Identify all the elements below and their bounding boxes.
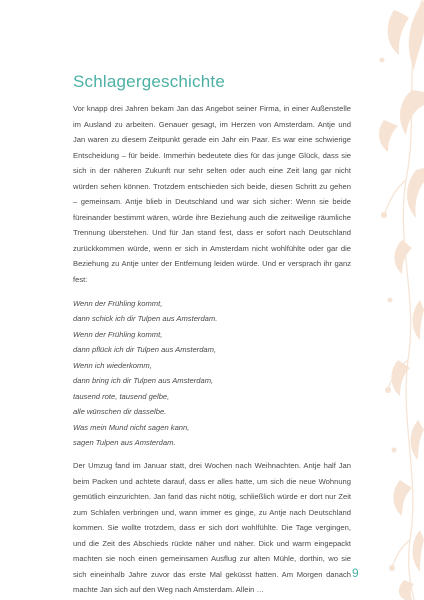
page-number: 9 [352,566,359,580]
paragraph-2: Der Umzug fand im Januar statt, drei Wochen nach Weihnachten. Antje half Jan beim Packen und achtete darauf, dass er alles hatte, um sich die neue Wohnung gemütlich einzurichten. Jan fand das nicht nötig, schließlich würde er dort nur Zeit zum Schlafen verbringen und, wann immer es ginge, zu Antje nach Deutschland kommen. Sie wollte trotzdem, dass er sich dort wohlfühlte. Die Tage vergingen, und die Zeit des Abschieds rückte näher und näher. Dick und warm eingepackt machten sie noch einen gemeinsamen Ausflug zur alten Mühle, dorthin, wo sie sich eineinhalb Jahre zuvor das erste Mal geküsst hatten. Am Morgen danach machte Jan sich auf den Weg nach Amsterdam. Allein … [73,461,351,595]
body-text [73,101,351,598]
lyrics-line: Was mein Mund nicht sagen kann, [73,422,190,432]
page-title: Schlagergeschichte [73,72,225,91]
lyrics-line: tausend rote, tausend gelbe, [73,391,170,401]
lyrics-line: dann bring ich dir Tulpen aus Amsterdam, [73,376,214,386]
paragraph-1: Vor knapp drei Jahren bekam Jan das Angebot seiner Firma, in einer Außenstelle im Ausland zu arbeiten. Genauer gesagt, im Herzen von Amsterdam. Antje und Jan waren zu diesem Zeitpunkt gerade ein Jahr ein Paar. Es war eine schwierige Entscheidung – für beide. Immerhin bedeutete dies für das junge Glück, dass sie sich in der näheren Zukunft nur sehr selten oder auch eine Zeit lang gar nicht würden sehen können. Trotzdem entschieden sich beide, diesen Schritt zu gehen – gemeinsam. Antje blieb in Deutschland und war sich sicher: Wenn sie beide füreinander bestimmt wären, würde ihre Beziehung auch die zeitweilige räumliche Trennung überstehen. Und für Jan stand fest, dass er sofort nach Deutschland zurückkommen würde, wenn er sich in Amsterdam nicht wohlfühlte oder gar die Beziehung zu Antje unter der Entfernung leiden würde. Und er versprach ihr ganz fest: [73,104,351,285]
lyrics-line: alle wünschen dir dasselbe. [73,407,167,417]
lyrics-line: dann pflück ich dir Tulpen aus Amsterdam, [73,345,217,355]
lyrics-line: dann schick ich dir Tulpen aus Amsterdam. [73,314,218,324]
lyrics-line: Wenn ich wiederkomm, [73,360,152,370]
lyrics-line: Wenn der Frühling kommt, [73,329,163,339]
lyrics-line: Wenn der Frühling kommt, [73,298,163,308]
lyrics-block [73,296,351,451]
lyrics-line: sagen Tulpen aus Amsterdam. [73,438,176,448]
floral-ornament-icon [354,0,424,600]
